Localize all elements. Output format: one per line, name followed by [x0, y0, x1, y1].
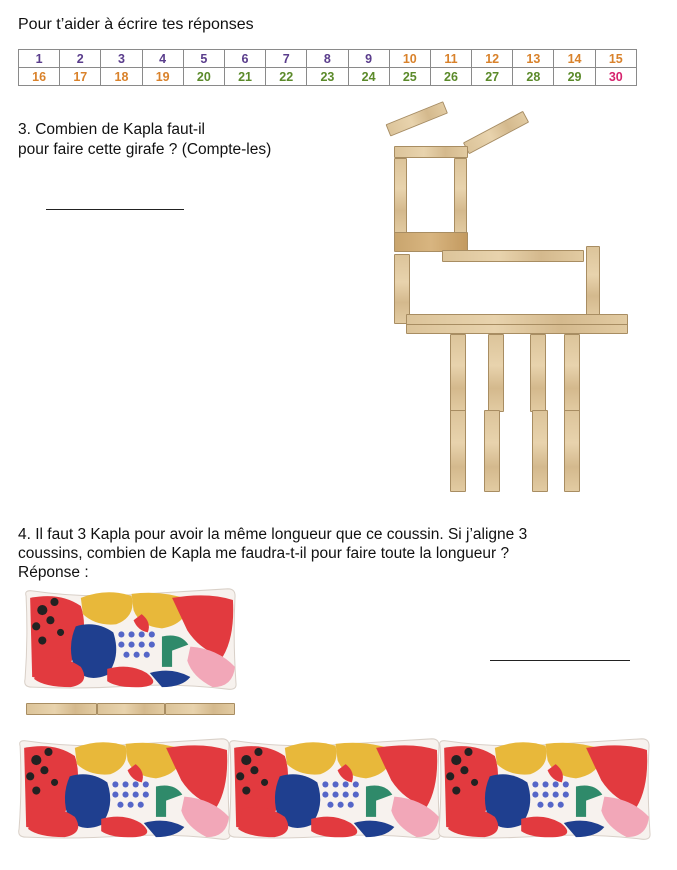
cushion-image [14, 735, 232, 843]
kapla-plank [530, 334, 546, 412]
number-cell: 25 [389, 68, 430, 86]
number-cell: 20 [183, 68, 224, 86]
number-cell: 26 [430, 68, 471, 86]
question-3-line-1: 3. Combien de Kapla faut-il [18, 121, 205, 138]
number-cell: 7 [266, 50, 307, 68]
question-4 [18, 525, 658, 582]
number-cell: 19 [142, 68, 183, 86]
number-cell: 28 [513, 68, 554, 86]
number-cell: 2 [60, 50, 101, 68]
number-cell: 30 [595, 68, 636, 86]
number-cell: 24 [348, 68, 389, 86]
page-header: Pour t’aider à écrire tes réponses [18, 16, 254, 33]
question-4-line-1: 4. Il faut 3 Kapla pour avoir la même longueur que ce coussin. Si j’aligne 3 [18, 526, 528, 543]
number-cell: 6 [224, 50, 265, 68]
number-cell: 10 [389, 50, 430, 68]
number-cell: 15 [595, 50, 636, 68]
cushion-image [434, 735, 652, 843]
number-cell: 5 [183, 50, 224, 68]
kapla-plank [488, 334, 504, 412]
kapla-plank [26, 703, 97, 715]
number-cell: 4 [142, 50, 183, 68]
number-cell: 21 [224, 68, 265, 86]
number-cell: 27 [472, 68, 513, 86]
number-cell: 14 [554, 50, 595, 68]
kapla-plank [394, 146, 468, 158]
question-4-line-2: coussins, combien de Kapla me faudra-t-il pour faire toute la longueur ? [18, 545, 510, 562]
number-cell: 13 [513, 50, 554, 68]
number-cell: 11 [430, 50, 471, 68]
kapla-plank [386, 101, 448, 136]
question-3-line-2: pour faire cette girafe ? (Compte-les) [18, 141, 272, 158]
kapla-plank [450, 334, 466, 412]
number-grid [18, 49, 637, 86]
question-4-answer-label: Réponse : [18, 564, 89, 581]
kapla-plank [450, 410, 466, 492]
kapla-plank [97, 703, 165, 715]
kapla-plank [463, 111, 529, 154]
kapla-plank [586, 246, 600, 318]
number-cell: 22 [266, 68, 307, 86]
number-cell: 18 [101, 68, 142, 86]
number-grid-row-2 [19, 68, 637, 86]
kapla-plank [454, 158, 467, 234]
number-cell: 1 [19, 50, 60, 68]
number-grid-row-1 [19, 50, 637, 68]
question-3 [18, 120, 318, 160]
cushion-image [20, 585, 238, 693]
kapla-plank [564, 410, 580, 492]
number-cell: 23 [307, 68, 348, 86]
kapla-plank [564, 334, 580, 412]
answer-line-q3[interactable] [46, 209, 184, 210]
kapla-plank [394, 232, 468, 252]
number-cell: 16 [19, 68, 60, 86]
answer-line-q4[interactable] [490, 660, 630, 661]
kapla-plank [442, 250, 584, 262]
kapla-plank [165, 703, 235, 715]
kapla-giraffe-image [380, 108, 632, 498]
cushion-image [224, 735, 442, 843]
number-cell: 3 [101, 50, 142, 68]
number-cell: 12 [472, 50, 513, 68]
kapla-plank [394, 158, 407, 234]
number-cell: 8 [307, 50, 348, 68]
kapla-plank [484, 410, 500, 492]
number-cell: 17 [60, 68, 101, 86]
number-cell: 9 [348, 50, 389, 68]
kapla-plank [406, 324, 628, 334]
number-cell: 29 [554, 68, 595, 86]
kapla-plank [532, 410, 548, 492]
